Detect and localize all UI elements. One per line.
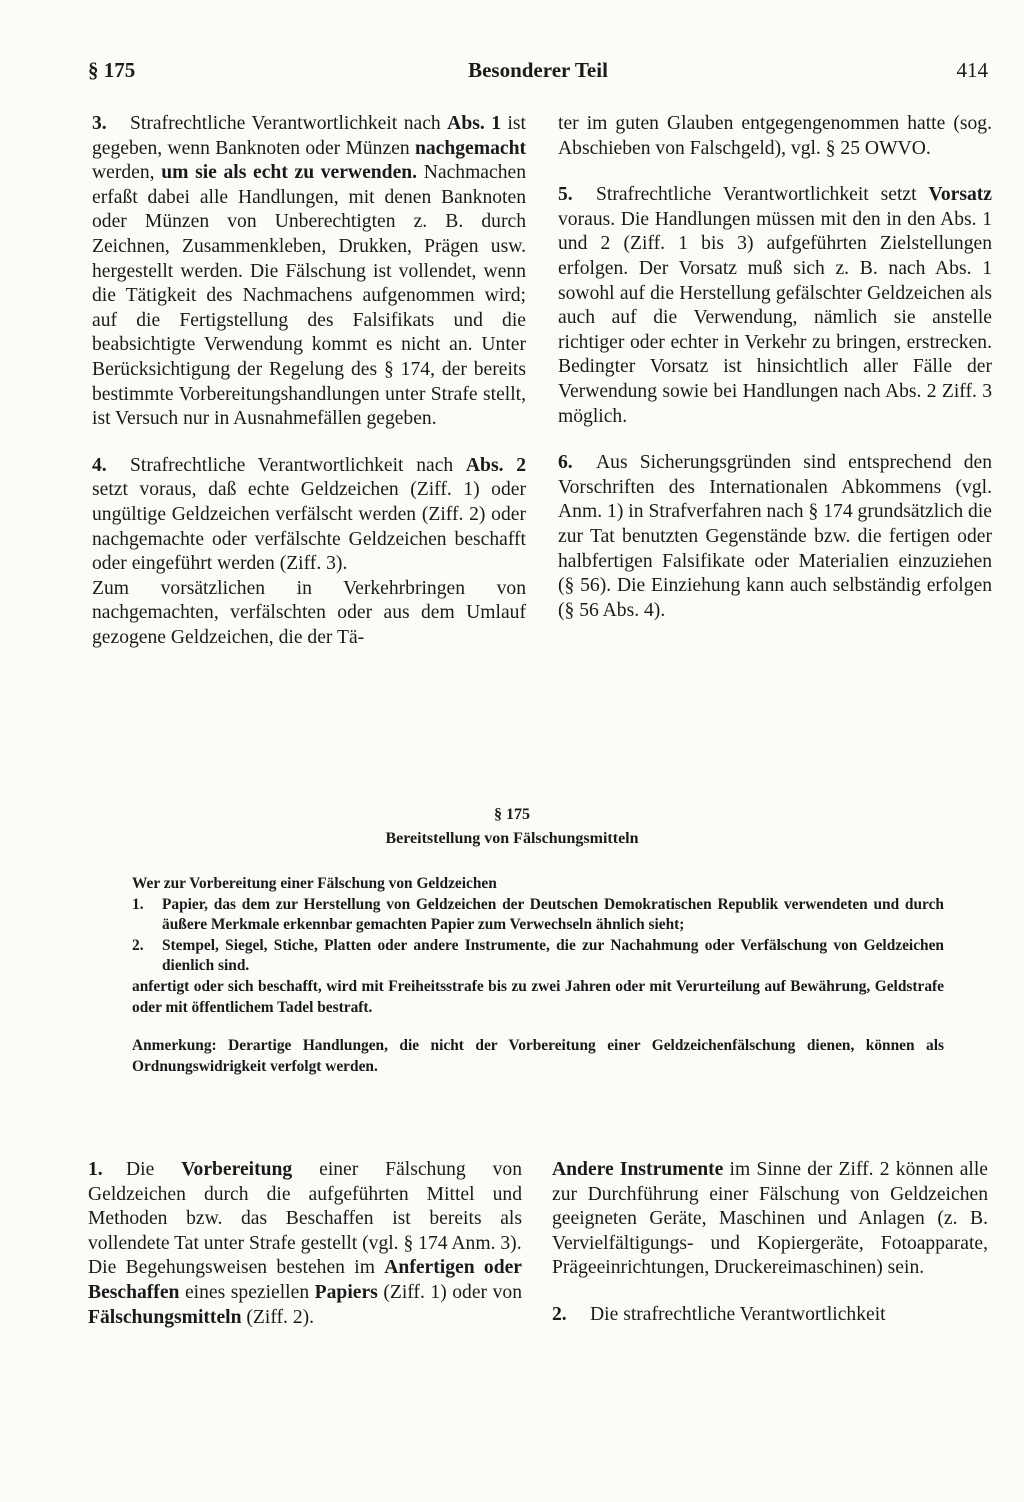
paragraph-text: Strafrechtliche Verantwortlichkeit setzt	[596, 184, 929, 206]
emphasis: Vorbereitung	[181, 1159, 293, 1180]
paragraph-text: Aus Sicherungsgründen sind entsprechend den Vorschriften des Internationalen Abkommens (vgl. Anm. 1) in Strafverfahren nach § 174 grundsätzlich die zur Tat benutzten Gegenstände bzw. die fertigen oder halbfertigen Falsifikate oder Materialien einzuziehen (§ 56). Die Einziehung kann auch selbständig erfolgen (§ 56 Abs. 4).	[558, 452, 992, 621]
paragraph-text: Die Begehungsweisen bestehen im	[88, 1257, 385, 1279]
page-header	[88, 58, 988, 92]
commentary-instruments	[552, 1158, 988, 1281]
law-text	[132, 874, 944, 1077]
bottom-right-column	[552, 1158, 988, 1328]
paragraph-text: Die	[126, 1159, 182, 1180]
commentary-2	[552, 1303, 988, 1328]
emphasis: nachgemacht	[414, 137, 526, 159]
paragraph-text: Nachmachen erfaßt dabei alle Handlungen, mit denen Banknoten oder Münzen von Unberechtigten z. B. durch Zeichnen, Zusammenkleben, Drukken, Prägen usw. hergestellt werden. Die Fälschung ist vollendet, wenn die Tätigkeit des Nachmachens aufgenommen wird; auf die Fertigstellung des Falsifikats und die beabsichtigte Verwendung kommt es nicht an. Unter Berücksichtigung der Regelung des § 174, der bereits bestimmte Vorbereitungshandlungen unter Strafe stellt, ist Versuch nur in Ausnahmefällen gegeben.	[92, 162, 526, 430]
law-item-1	[132, 895, 944, 936]
paragraph-number: 6.	[558, 452, 573, 474]
paragraph-text: eines speziellen	[179, 1281, 315, 1303]
running-title: Besonderer Teil	[468, 58, 608, 82]
law-penalty: anfertigt oder sich beschafft, wird mit Freiheitsstrafe bis zu zwei Jahren oder mit Verurteilung auf Bewährung, Geldstrafe oder mit öffentlichem Tadel bestraft.	[132, 977, 944, 1016]
law-intro: Wer zur Vorbereitung einer Fälschung von Geldzeichen	[132, 875, 497, 892]
paragraph-5	[558, 183, 992, 429]
item-text: Stempel, Siegel, Stiche, Platten oder andere Instrumente, die zur Nachahmung oder Verfälschung von Geldzeichen dienlich sind.	[162, 936, 944, 975]
paragraph-number: 2.	[552, 1303, 567, 1325]
paragraph-4-continuation: Zum vorsätzlichen in Verkehrbringen von nachgemachten, verfälschten oder aus dem Umlauf gezogene Geldzeichen, die der Tä-	[92, 577, 526, 648]
section-marker: § 175	[88, 58, 136, 82]
emphasis: Abs. 2	[465, 454, 526, 476]
paragraph-3	[92, 112, 526, 432]
paragraph-text: einer Fälschung von Geldzeichen durch die aufgeführten Mittel und Methoden bzw. das Beschaffen ist bereits als vollendete Tat unter Strafe gestellt (vgl. § 174 Anm. 3).	[88, 1159, 522, 1254]
paragraph-text: im Sinne der Ziff. 2 können alle zur Durchführung einer Fälschung von Geldzeichen geeigneten Geräte, Maschinen und Anlagen (z. B. Vervielfältigungs- und Kopiergeräte, Fotoapparate, Prägeeinrichtungen, Druckereimaschinen) sein.	[552, 1159, 988, 1279]
paragraph-text: Die strafrechtliche Verantwortlichkeit	[590, 1303, 886, 1325]
paragraph-number: 4.	[92, 454, 107, 476]
paragraph-text: (Ziff. 2).	[241, 1306, 315, 1328]
law-section-number: § 175	[494, 806, 530, 823]
paragraph-text: (Ziff. 1) oder von	[377, 1281, 522, 1303]
paragraph-number: 5.	[558, 184, 573, 206]
top-left-column	[92, 112, 526, 650]
paragraph-text: werden,	[92, 162, 162, 184]
emphasis: Vorsatz	[928, 184, 992, 206]
commentary-1-continued	[88, 1256, 522, 1330]
continued-paragraph: ter im guten Glauben entgegengenommen hatte (sog. Abschieben von Falschgeld), vgl. § 25 OWVO.	[558, 113, 992, 159]
paragraph-number: 3.	[92, 113, 107, 134]
paragraph-4	[92, 454, 526, 577]
emphasis: um sie als echt zu verwenden.	[161, 162, 418, 184]
item-text: Papier, das dem zur Herstellung von Geldzeichen der Deutschen Demokratischen Republik verwendeten und durch äußere Merkmale erkennbar gemachten Papier zum Verwechseln ähnlich sieht;	[162, 895, 944, 934]
item-number: 2.	[132, 936, 144, 954]
bottom-left-column	[88, 1158, 522, 1330]
paragraph-text: setzt voraus, daß echte Geldzeichen (Ziff. 1) oder ungültige Geldzeichen verfälscht werden (Ziff. 2) oder nachgemachte oder verfälschte Geldzeichen beschafft oder eingeführt werden (Ziff. 3).	[92, 479, 526, 575]
emphasis: Abs. 1	[447, 113, 502, 134]
emphasis: Anfertigen oder Beschaffen	[88, 1257, 522, 1303]
emphasis: Fälschungsmitteln	[88, 1306, 242, 1328]
paragraph-number: 1.	[88, 1159, 103, 1180]
paragraph-6	[558, 451, 992, 623]
emphasis: Andere Instrumente	[552, 1159, 724, 1180]
item-number: 1.	[132, 895, 144, 913]
emphasis: Papiers	[314, 1281, 378, 1303]
paragraph-text: Strafrechtliche Verantwortlichkeit nach	[130, 113, 448, 134]
page-number: 414	[956, 58, 988, 82]
commentary-1	[88, 1158, 522, 1256]
paragraph-text: ist gegeben, wenn Banknoten oder Münzen	[92, 113, 526, 159]
law-item-2	[132, 936, 944, 977]
top-right-column	[558, 112, 992, 623]
law-section-title: Bereitstellung von Fälschungsmitteln	[385, 830, 639, 847]
paragraph-text: voraus. Die Handlungen müssen mit den in den Abs. 1 und 2 (Ziff. 1 bis 3) aufgeführten Zielstellungen erfolgen. Der Vorsatz muß sich z. B. nach Abs. 1 sowohl auf die Herstellung gefälschter Geldzeichen als auch auf die Verwendung, nämlich sie anstelle richtiger oder echter in Verkehr zu bringen, erstrecken. Bedingter Vorsatz ist hinsichtlich aller Fälle der Verwendung sowie bei Handlungen nach Abs. 2 Ziff. 3 möglich.	[558, 208, 992, 427]
paragraph-text: Strafrechtliche Verantwortlichkeit nach	[130, 454, 466, 476]
law-note: Anmerkung: Derartige Handlungen, die nicht der Vorbereitung einer Geldzeichenfälschung dienen, können als Ordnungswidrigkeit verfolgt werden.	[132, 1037, 944, 1075]
